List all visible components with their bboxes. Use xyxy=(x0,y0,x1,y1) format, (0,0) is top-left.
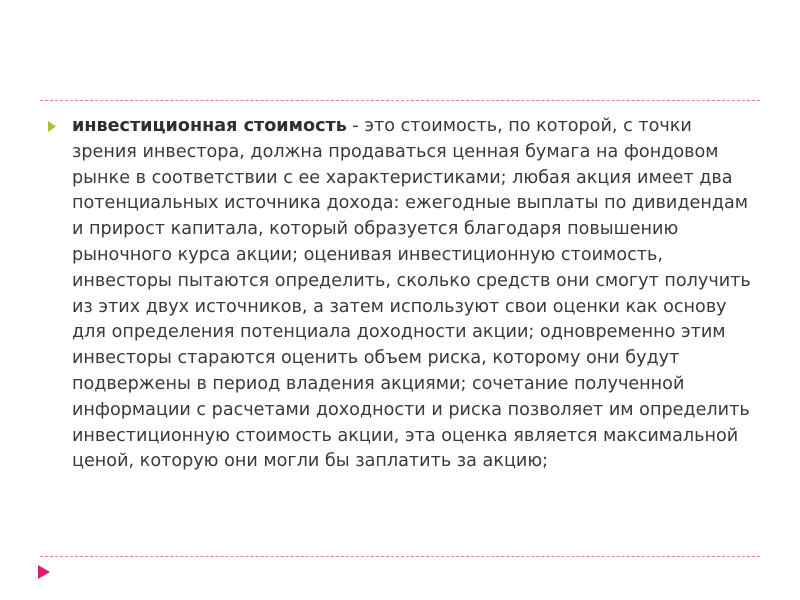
bullet-item xyxy=(48,114,754,475)
slide-content xyxy=(48,114,754,475)
bullet-paragraph xyxy=(72,114,754,475)
bullet-term: инвестиционная стоимость xyxy=(72,116,347,136)
bullet-text: - это стоимость, по которой, с точки зрения инвестора, должна продаваться ценная бумага на фондовом рынке в соответствии с ее характеристиками; любая акция имеет два потенциальных источника дохода: ежегодные выплаты по дивидендам и прирост капитала, который образуется благодаря повышению рыночного курса акции; оценивая инвестиционную стоимость, инвесторы пытаются определить, сколько средств они смогут получить из этих двух источников, а затем используют свои оценки как основу для определения потенциала доходности акции; одновременно этим инвесторы стараются оценить объем риска, которому они будут подвержены в период владения акциями; сочетание полученной информации с расчетами доходности и риска позволяет им определить инвестиционную стоимость акции, эта оценка является максимальной ценой, которую они могли бы заплатить за акцию; xyxy=(72,116,751,472)
bottom-divider xyxy=(40,556,760,557)
top-divider xyxy=(40,100,760,101)
triangle-bullet-icon xyxy=(48,121,56,132)
triangle-right-icon[interactable] xyxy=(38,565,50,579)
